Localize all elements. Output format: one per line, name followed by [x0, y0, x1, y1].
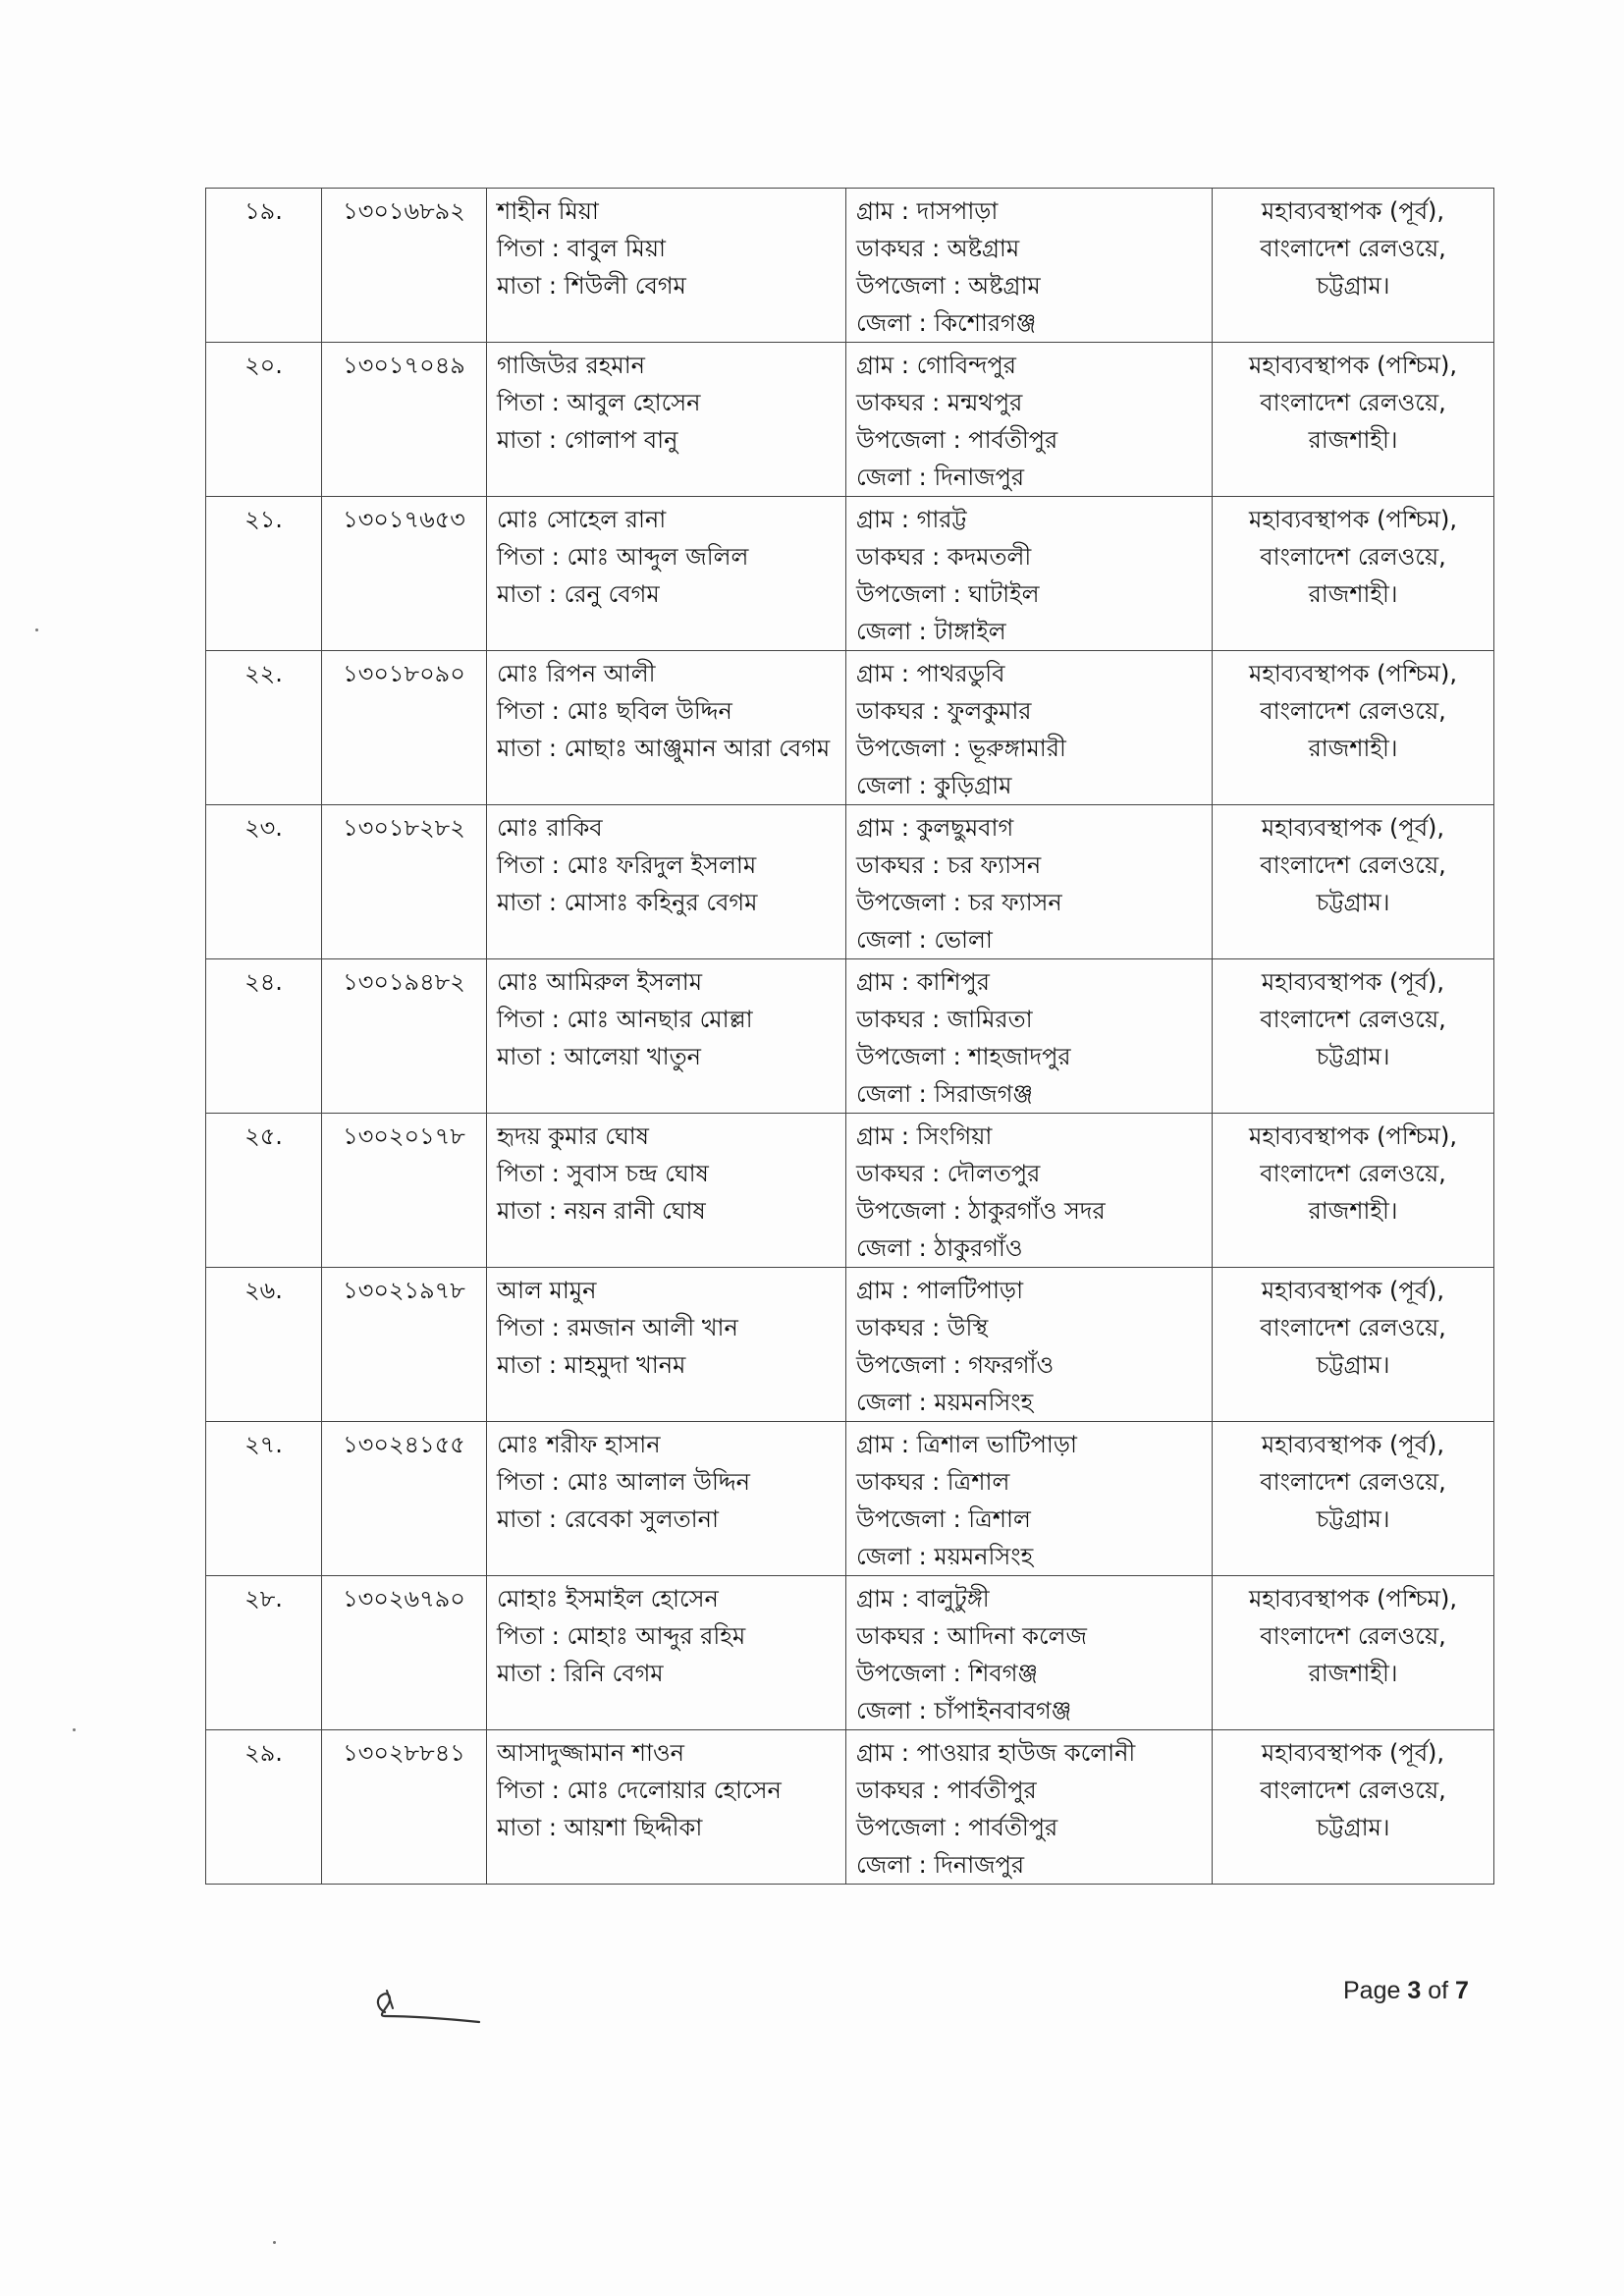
candidate-mother: মাতা : মোছাঃ আঞ্জুমান আরা বেগম — [497, 735, 831, 762]
office-cell — [1213, 651, 1494, 805]
table-row — [206, 959, 1494, 1114]
candidate-father: পিতা : মোঃ আনছার মোল্লা — [497, 1006, 753, 1033]
name-cell — [487, 1114, 846, 1268]
roll-cell: ১৩০১৯৪৮২ — [322, 959, 487, 1114]
office-line: মহাব্যবস্থাপক (পশ্চিম), — [1248, 1122, 1457, 1150]
name-cell — [487, 1422, 846, 1576]
serial-cell: ২৯. — [206, 1730, 322, 1885]
address-village: গ্রাম : ত্রিশাল ভাটিপাড়া — [856, 1431, 1077, 1458]
address-upazila: উপজেলা : ভূরুঙ্গামারী — [856, 735, 1066, 762]
address-village: গ্রাম : সিংগিয়া — [856, 1122, 993, 1150]
address-district: জেলা : চাঁপাইনবাবগঞ্জ — [856, 1697, 1072, 1724]
office-line: রাজশাহী। — [1308, 426, 1398, 454]
roll-cell: ১৩০২০১৭৮ — [322, 1114, 487, 1268]
candidate-name: আসাদুজ্জামান শাওন — [497, 1739, 684, 1767]
candidate-father: পিতা : বাবুল মিয়া — [497, 235, 666, 262]
office-line: চট্টগ্রাম। — [1316, 1505, 1390, 1533]
address-district: জেলা : ময়মনসিংহ — [856, 1389, 1034, 1416]
address-cell — [846, 343, 1213, 497]
name-cell — [487, 959, 846, 1114]
table-row — [206, 189, 1494, 343]
address-district: জেলা : ঠাকুরগাঁও — [856, 1234, 1023, 1262]
address-cell — [846, 959, 1213, 1114]
address-district: জেলা : দিনাজপুর — [856, 464, 1025, 491]
roll-cell: ১৩০২৬৭৯০ — [322, 1576, 487, 1730]
serial-cell: ২৬. — [206, 1268, 322, 1422]
office-cell — [1213, 1268, 1494, 1422]
office-line: বাংলাদেশ রেলওয়ে, — [1260, 235, 1446, 262]
address-cell — [846, 1268, 1213, 1422]
name-cell — [487, 497, 846, 651]
address-cell — [846, 651, 1213, 805]
address-upazila: উপজেলা : ঠাকুরগাঁও সদর — [856, 1197, 1106, 1225]
office-line: রাজশাহী। — [1308, 1197, 1398, 1225]
serial-cell: ২১. — [206, 497, 322, 651]
address-post: ডাকঘর : অষ্টগ্রাম — [856, 235, 1020, 262]
address-post: ডাকঘর : মন্মথপুর — [856, 389, 1023, 416]
signature-initial — [371, 1979, 489, 2028]
office-line: মহাব্যবস্থাপক (পূর্ব), — [1261, 814, 1445, 842]
serial-cell: ১৯. — [206, 189, 322, 343]
candidate-name: মোঃ সোহেল রানা — [497, 506, 667, 533]
roll-cell: ১৩০১৮০৯০ — [322, 651, 487, 805]
address-upazila: উপজেলা : চর ফ্যাসন — [856, 889, 1062, 916]
office-line: চট্টগ্রাম। — [1316, 1043, 1390, 1070]
office-line: বাংলাদেশ রেলওয়ে, — [1260, 1622, 1446, 1650]
office-line: বাংলাদেশ রেলওয়ে, — [1260, 1314, 1446, 1341]
office-line: রাজশাহী। — [1308, 735, 1398, 762]
office-line: বাংলাদেশ রেলওয়ে, — [1260, 851, 1446, 879]
address-upazila: উপজেলা : পার্বতীপুর — [856, 1814, 1058, 1841]
address-village: গ্রাম : পালটিপাড়া — [856, 1277, 1024, 1304]
scan-speck — [35, 629, 38, 631]
table-row — [206, 1114, 1494, 1268]
candidate-table — [205, 188, 1494, 1885]
address-cell — [846, 497, 1213, 651]
name-cell — [487, 189, 846, 343]
office-cell — [1213, 497, 1494, 651]
office-line: বাংলাদেশ রেলওয়ে, — [1260, 1777, 1446, 1804]
candidate-mother: মাতা : নয়ন রানী ঘোষ — [497, 1197, 706, 1225]
serial-cell: ২২. — [206, 651, 322, 805]
address-district: জেলা : ভোলা — [856, 926, 993, 954]
address-village: গ্রাম : কুলছুমবাগ — [856, 814, 1014, 842]
office-line: বাংলাদেশ রেলওয়ে, — [1260, 543, 1446, 571]
address-village: গ্রাম : কাশিপুর — [856, 968, 990, 996]
address-upazila: উপজেলা : ঘাটাইল — [856, 580, 1040, 608]
name-cell — [487, 1730, 846, 1885]
candidate-father: পিতা : মোঃ ছবিল উদ্দিন — [497, 697, 732, 725]
office-line: মহাব্যবস্থাপক (পূর্ব), — [1261, 197, 1445, 225]
table-row — [206, 343, 1494, 497]
office-cell — [1213, 1422, 1494, 1576]
name-cell — [487, 805, 846, 959]
roll-cell: ১৩০১৭০৪৯ — [322, 343, 487, 497]
office-line: মহাব্যবস্থাপক (পশ্চিম), — [1248, 660, 1457, 687]
serial-cell: ২৪. — [206, 959, 322, 1114]
address-upazila: উপজেলা : গফরগাঁও — [856, 1351, 1055, 1379]
candidate-mother: মাতা : গোলাপ বানু — [497, 426, 678, 454]
office-line: চট্টগ্রাম। — [1316, 1351, 1390, 1379]
name-cell — [487, 1576, 846, 1730]
candidate-mother: মাতা : রেনু বেগম — [497, 580, 660, 608]
address-district: জেলা : দিনাজপুর — [856, 1851, 1025, 1879]
serial-cell: ২০. — [206, 343, 322, 497]
office-line: মহাব্যবস্থাপক (পশ্চিম), — [1248, 352, 1457, 379]
office-line: রাজশাহী। — [1308, 580, 1398, 608]
address-upazila: উপজেলা : শাহজাদপুর — [856, 1043, 1071, 1070]
office-line: বাংলাদেশ রেলওয়ে, — [1260, 389, 1446, 416]
candidate-name: আল মামুন — [497, 1277, 597, 1304]
candidate-name: মোহাঃ ইসমাইল হোসেন — [497, 1585, 719, 1613]
candidate-mother: মাতা : শিউলী বেগম — [497, 272, 686, 300]
serial-cell: ২৭. — [206, 1422, 322, 1576]
page-total: 7 — [1455, 1977, 1469, 2004]
roll-cell: ১৩০২৮৮৪১ — [322, 1730, 487, 1885]
candidate-mother: মাতা : রেবেকা সুলতানা — [497, 1505, 719, 1533]
page-prefix: Page — [1343, 1977, 1408, 2004]
roll-cell: ১৩০২১৯৭৮ — [322, 1268, 487, 1422]
address-post: ডাকঘর : ফুলকুমার — [856, 697, 1032, 725]
candidate-rows — [206, 189, 1494, 1885]
address-cell — [846, 1730, 1213, 1885]
name-cell — [487, 651, 846, 805]
name-cell — [487, 1268, 846, 1422]
office-cell — [1213, 959, 1494, 1114]
serial-cell: ২৫. — [206, 1114, 322, 1268]
page-current: 3 — [1407, 1977, 1422, 2004]
page-mid: of — [1421, 1977, 1455, 2004]
office-cell — [1213, 343, 1494, 497]
candidate-mother: মাতা : আয়শা ছিদ্দীকা — [497, 1814, 703, 1841]
address-post: ডাকঘর : ত্রিশাল — [856, 1468, 1010, 1496]
serial-cell: ২৩. — [206, 805, 322, 959]
candidate-name: মোঃ আমিরুল ইসলাম — [497, 968, 703, 996]
address-village: গ্রাম : বালুটুঙ্গী — [856, 1585, 990, 1613]
office-line: মহাব্যবস্থাপক (পশ্চিম), — [1248, 1585, 1457, 1613]
office-line: মহাব্যবস্থাপক (পূর্ব), — [1261, 1739, 1445, 1767]
roll-cell: ১৩০২৪১৫৫ — [322, 1422, 487, 1576]
address-cell — [846, 1576, 1213, 1730]
table-row — [206, 1576, 1494, 1730]
address-post: ডাকঘর : চর ফ্যাসন — [856, 851, 1042, 879]
table-row — [206, 1730, 1494, 1885]
office-line: চট্টগ্রাম। — [1316, 1814, 1390, 1841]
address-village: গ্রাম : গোবিন্দপুর — [856, 352, 1017, 379]
page-number — [1343, 1977, 1469, 2005]
table-row — [206, 497, 1494, 651]
address-post: ডাকঘর : দৌলতপুর — [856, 1160, 1041, 1187]
address-cell — [846, 1114, 1213, 1268]
candidate-name: শাহীন মিয়া — [497, 197, 599, 225]
candidate-father: পিতা : মোঃ ফরিদুল ইসলাম — [497, 851, 757, 879]
office-line: মহাব্যবস্থাপক (পূর্ব), — [1261, 968, 1445, 996]
address-post: ডাকঘর : উস্থি — [856, 1314, 989, 1341]
candidate-name: মোঃ শরীফ হাসান — [497, 1431, 661, 1458]
office-line: চট্টগ্রাম। — [1316, 889, 1390, 916]
address-cell — [846, 805, 1213, 959]
office-line: রাজশাহী। — [1308, 1660, 1398, 1687]
table-row — [206, 805, 1494, 959]
address-district: জেলা : কিশোরগঞ্জ — [856, 309, 1037, 337]
candidate-father: পিতা : মোহাঃ আব্দুর রহিম — [497, 1622, 746, 1650]
scan-speck — [73, 1728, 76, 1731]
address-post: ডাকঘর : জামিরতা — [856, 1006, 1033, 1033]
office-line: চট্টগ্রাম। — [1316, 272, 1390, 300]
address-post: ডাকঘর : আদিনা কলেজ — [856, 1622, 1087, 1650]
candidate-mother: মাতা : মোসাঃ কহিনুর বেগম — [497, 889, 758, 916]
address-village: গ্রাম : দাসপাড়া — [856, 197, 999, 225]
address-district: জেলা : সিরাজগঞ্জ — [856, 1080, 1033, 1108]
office-line: বাংলাদেশ রেলওয়ে, — [1260, 1160, 1446, 1187]
address-post: ডাকঘর : কদমতলী — [856, 543, 1032, 571]
office-line: মহাব্যবস্থাপক (পশ্চিম), — [1248, 506, 1457, 533]
address-upazila: উপজেলা : পার্বতীপুর — [856, 426, 1058, 454]
office-cell — [1213, 1576, 1494, 1730]
serial-cell: ২৮. — [206, 1576, 322, 1730]
address-village: গ্রাম : গারট্ট — [856, 506, 967, 533]
office-line: মহাব্যবস্থাপক (পূর্ব), — [1261, 1431, 1445, 1458]
roll-cell: ১৩০১৮২৮২ — [322, 805, 487, 959]
address-village: গ্রাম : পাওয়ার হাউজ কলোনী — [856, 1739, 1136, 1767]
address-upazila: উপজেলা : ত্রিশাল — [856, 1505, 1031, 1533]
address-district: জেলা : ময়মনসিংহ — [856, 1543, 1034, 1570]
office-line: বাংলাদেশ রেলওয়ে, — [1260, 1006, 1446, 1033]
candidate-mother: মাতা : রিনি বেগম — [497, 1660, 664, 1687]
candidate-name: মোঃ রাকিব — [497, 814, 603, 842]
office-cell — [1213, 1114, 1494, 1268]
office-line: বাংলাদেশ রেলওয়ে, — [1260, 1468, 1446, 1496]
candidate-name: হৃদয় কুমার ঘোষ — [497, 1122, 649, 1150]
address-upazila: উপজেলা : শিবগঞ্জ — [856, 1660, 1038, 1687]
roll-cell: ১৩০১৭৬৫৩ — [322, 497, 487, 651]
table-row — [206, 651, 1494, 805]
candidate-father: পিতা : মোঃ আলাল উদ্দিন — [497, 1468, 750, 1496]
table-row — [206, 1422, 1494, 1576]
candidate-mother: মাতা : আলেয়া খাতুন — [497, 1043, 701, 1070]
office-cell — [1213, 189, 1494, 343]
address-cell — [846, 189, 1213, 343]
address-upazila: উপজেলা : অষ্টগ্রাম — [856, 272, 1041, 300]
candidate-father: পিতা : মোঃ আব্দুল জলিল — [497, 543, 749, 571]
address-cell — [846, 1422, 1213, 1576]
name-cell — [487, 343, 846, 497]
table-row — [206, 1268, 1494, 1422]
address-post: ডাকঘর : পার্বতীপুর — [856, 1777, 1037, 1804]
office-line: বাংলাদেশ রেলওয়ে, — [1260, 697, 1446, 725]
candidate-father: পিতা : মোঃ দেলোয়ার হোসেন — [497, 1777, 782, 1804]
candidate-name: মোঃ রিপন আলী — [497, 660, 656, 687]
office-cell — [1213, 1730, 1494, 1885]
address-district: জেলা : টাঙ্গাইল — [856, 618, 1006, 645]
candidate-mother: মাতা : মাহমুদা খানম — [497, 1351, 686, 1379]
candidate-father: পিতা : আবুল হোসেন — [497, 389, 701, 416]
candidate-father: পিতা : সুবাস চন্দ্র ঘোষ — [497, 1160, 709, 1187]
address-village: গ্রাম : পাথরডুবি — [856, 660, 1005, 687]
scan-speck — [273, 2241, 276, 2244]
roll-cell: ১৩০১৬৮৯২ — [322, 189, 487, 343]
candidate-name: গাজিউর রহমান — [497, 352, 645, 379]
address-district: জেলা : কুড়িগ্রাম — [856, 772, 1012, 799]
candidate-father: পিতা : রমজান আলী খান — [497, 1314, 738, 1341]
office-cell — [1213, 805, 1494, 959]
office-line: মহাব্যবস্থাপক (পূর্ব), — [1261, 1277, 1445, 1304]
